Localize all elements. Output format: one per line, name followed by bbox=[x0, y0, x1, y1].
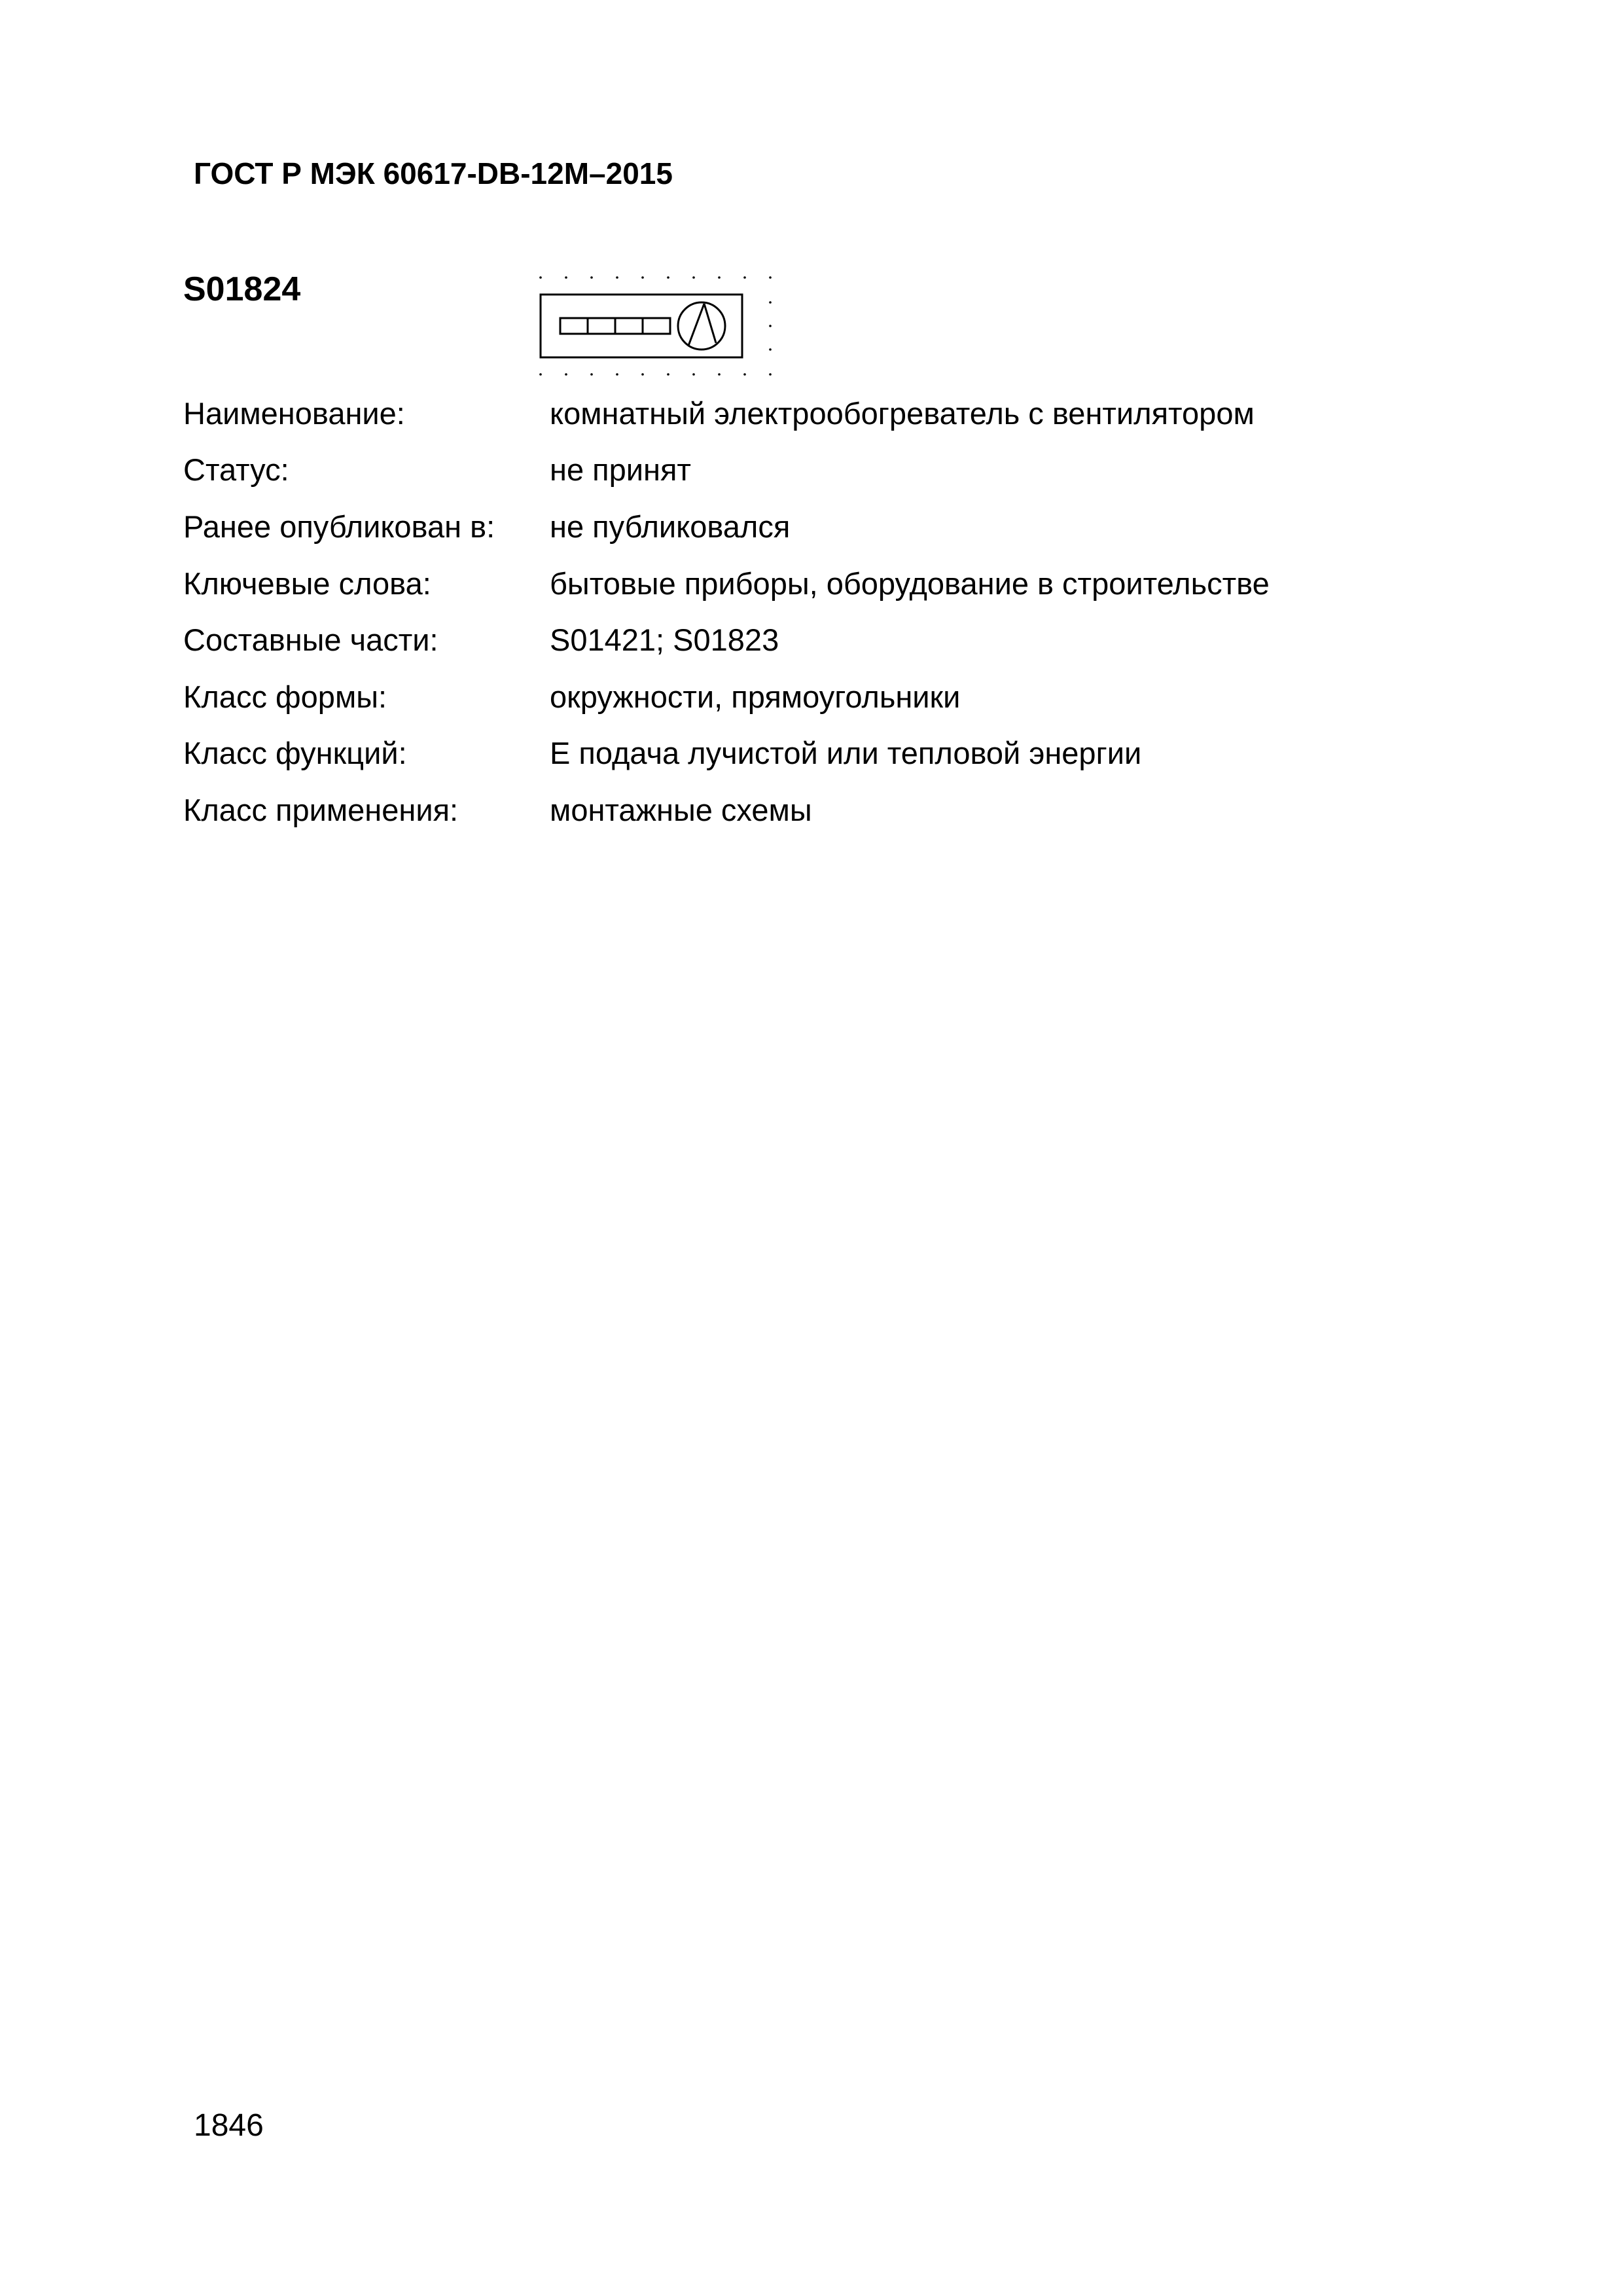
property-label: Класс функций: bbox=[183, 736, 407, 771]
property-label: Класс формы: bbox=[183, 679, 387, 714]
heater-elements bbox=[560, 318, 670, 334]
property-row-keywords bbox=[183, 555, 1427, 612]
page-number: 1846 bbox=[194, 2108, 264, 2143]
property-row-name bbox=[183, 385, 1427, 442]
fan-symbol bbox=[678, 302, 725, 350]
property-value: S01421; S01823 bbox=[550, 622, 779, 658]
property-row-published bbox=[183, 498, 1427, 555]
property-value: окружности, прямоугольники bbox=[550, 679, 961, 714]
property-row-application-class bbox=[183, 781, 1427, 838]
grid-dots bbox=[539, 276, 772, 376]
property-label: Ключевые слова: bbox=[183, 565, 431, 601]
property-label: Ранее опубликован в: bbox=[183, 509, 495, 544]
property-row-status bbox=[183, 442, 1427, 499]
symbol-id: S01824 bbox=[183, 270, 301, 308]
property-label: Составные части: bbox=[183, 622, 438, 658]
property-row-function-class bbox=[183, 725, 1427, 782]
property-label: Наименование: bbox=[183, 395, 405, 431]
property-label: Класс применения: bbox=[183, 792, 459, 827]
properties-table bbox=[183, 385, 1427, 838]
property-value: не публиковался bbox=[550, 509, 791, 544]
room-heater-with-fan-icon bbox=[530, 268, 779, 384]
property-label: Статус: bbox=[183, 452, 289, 488]
standard-header: ГОСТ Р МЭК 60617-DB-12M–2015 bbox=[194, 156, 673, 190]
property-value: комнатный электрообогреватель с вентилятором bbox=[550, 395, 1255, 431]
property-row-components bbox=[183, 611, 1427, 668]
property-row-shape-class bbox=[183, 668, 1427, 725]
property-value: Е подача лучистой или тепловой энергии bbox=[550, 736, 1142, 771]
property-value: монтажные схемы bbox=[550, 792, 812, 827]
property-value: не принят bbox=[550, 452, 691, 488]
property-value: бытовые приборы, оборудование в строительстве bbox=[550, 565, 1270, 601]
